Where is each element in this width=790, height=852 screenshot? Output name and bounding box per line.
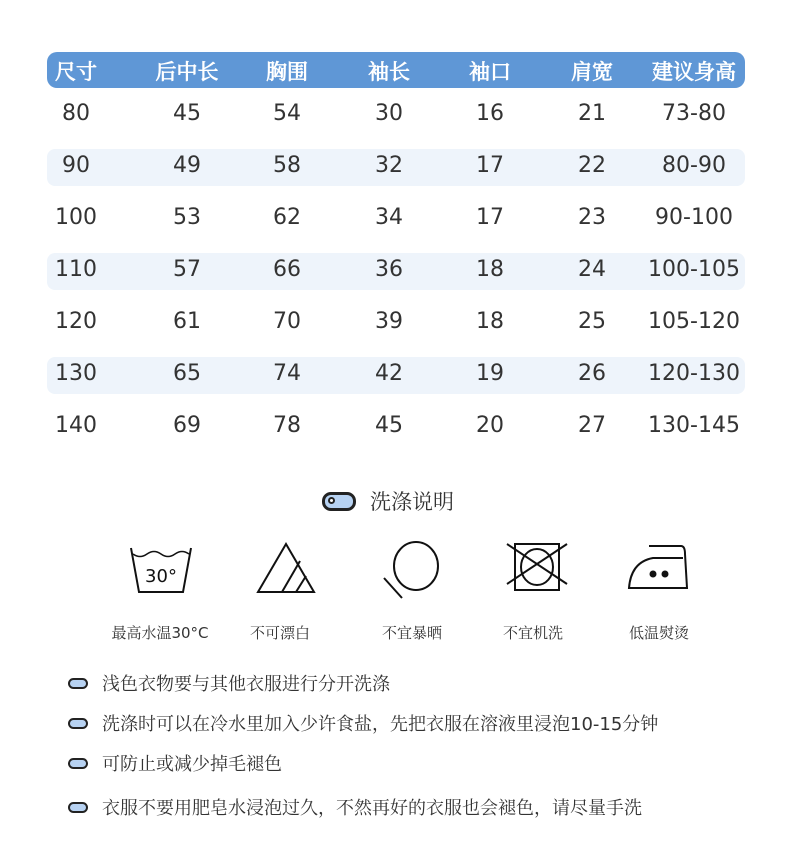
care-section-title — [322, 486, 454, 516]
note-text: 衣服不要用肥皂水浸泡过久，不然再好的衣服也会褪色，请尽量手洗 — [102, 798, 642, 819]
care-note — [68, 750, 282, 776]
table-cell: 26 — [578, 361, 606, 386]
no-bleach-icon — [254, 540, 318, 600]
table-cell: 30 — [375, 101, 403, 126]
bullet-icon — [68, 718, 88, 729]
no-sun-dry-icon — [380, 540, 444, 600]
table-row — [47, 409, 745, 446]
table-cell: 90-100 — [655, 205, 733, 230]
wash-30-icon — [129, 540, 193, 600]
note-text: 洗涤时可以在冷水里加入少许食盐，先把衣服在溶液里浸泡10-15分钟 — [102, 714, 659, 735]
table-cell: 39 — [375, 309, 403, 334]
column-header: 尺寸 — [55, 60, 97, 84]
table-cell: 110 — [55, 257, 97, 282]
table-cell: 20 — [476, 413, 504, 438]
table-cell: 66 — [273, 257, 301, 282]
table-cell: 100-105 — [648, 257, 740, 282]
table-cell: 17 — [476, 205, 504, 230]
care-label: 最高水温30°C — [111, 624, 209, 642]
table-cell: 45 — [173, 101, 201, 126]
table-cell: 34 — [375, 205, 403, 230]
table-cell: 57 — [173, 257, 201, 282]
table-row — [47, 149, 745, 186]
table-cell: 21 — [578, 101, 606, 126]
table-cell: 69 — [173, 413, 201, 438]
table-cell: 70 — [273, 309, 301, 334]
care-note — [68, 710, 658, 736]
table-cell: 36 — [375, 257, 403, 282]
table-row — [47, 97, 745, 134]
pill-icon — [322, 492, 356, 511]
table-cell: 105-120 — [648, 309, 740, 334]
bullet-icon — [68, 802, 88, 813]
table-row — [47, 201, 745, 238]
table-cell: 23 — [578, 205, 606, 230]
table-cell: 80-90 — [662, 153, 726, 178]
care-label: 低温熨烫 — [628, 624, 690, 642]
table-cell: 90 — [62, 153, 90, 178]
table-cell: 74 — [273, 361, 301, 386]
size-table-header — [47, 52, 745, 88]
table-cell: 140 — [55, 413, 97, 438]
table-cell: 22 — [578, 153, 606, 178]
note-text: 可防止或减少掉毛褪色 — [102, 754, 282, 775]
low-iron-icon — [627, 540, 691, 600]
care-note — [68, 670, 390, 696]
table-cell: 78 — [273, 413, 301, 438]
table-cell: 19 — [476, 361, 504, 386]
table-cell: 61 — [173, 309, 201, 334]
bullet-icon — [68, 758, 88, 769]
table-cell: 45 — [375, 413, 403, 438]
care-note — [68, 794, 642, 820]
column-header: 建议身高 — [652, 60, 736, 84]
table-cell: 25 — [578, 309, 606, 334]
table-cell: 120 — [55, 309, 97, 334]
care-label: 不可漂白 — [249, 624, 311, 642]
bullet-icon — [68, 678, 88, 689]
table-cell: 18 — [476, 257, 504, 282]
table-cell: 32 — [375, 153, 403, 178]
care-label: 不宜机洗 — [502, 624, 564, 642]
column-header: 后中长 — [155, 60, 219, 84]
table-row — [47, 253, 745, 290]
table-cell: 58 — [273, 153, 301, 178]
table-cell: 27 — [578, 413, 606, 438]
column-header: 胸围 — [266, 60, 308, 84]
no-machine-wash-icon — [505, 540, 569, 600]
table-cell: 100 — [55, 205, 97, 230]
table-row — [47, 357, 745, 394]
care-label: 不宜暴晒 — [381, 624, 443, 642]
table-cell: 17 — [476, 153, 504, 178]
table-cell: 18 — [476, 309, 504, 334]
table-cell: 62 — [273, 205, 301, 230]
table-cell: 53 — [173, 205, 201, 230]
table-cell: 42 — [375, 361, 403, 386]
table-cell: 130-145 — [648, 413, 740, 438]
table-cell: 16 — [476, 101, 504, 126]
column-header: 袖口 — [469, 60, 511, 84]
table-cell: 120-130 — [648, 361, 740, 386]
table-cell: 80 — [62, 101, 90, 126]
table-cell: 65 — [173, 361, 201, 386]
table-cell: 130 — [55, 361, 97, 386]
table-cell: 54 — [273, 101, 301, 126]
care-title-text: 洗涤说明 — [370, 490, 454, 514]
table-cell: 24 — [578, 257, 606, 282]
table-row — [47, 305, 745, 342]
table-cell: 73-80 — [662, 101, 726, 126]
column-header: 肩宽 — [571, 60, 613, 84]
wash-temp-text: 30° — [145, 566, 177, 587]
column-header: 袖长 — [368, 60, 410, 84]
table-cell: 49 — [173, 153, 201, 178]
note-text: 浅色衣物要与其他衣服进行分开洗涤 — [102, 674, 390, 695]
